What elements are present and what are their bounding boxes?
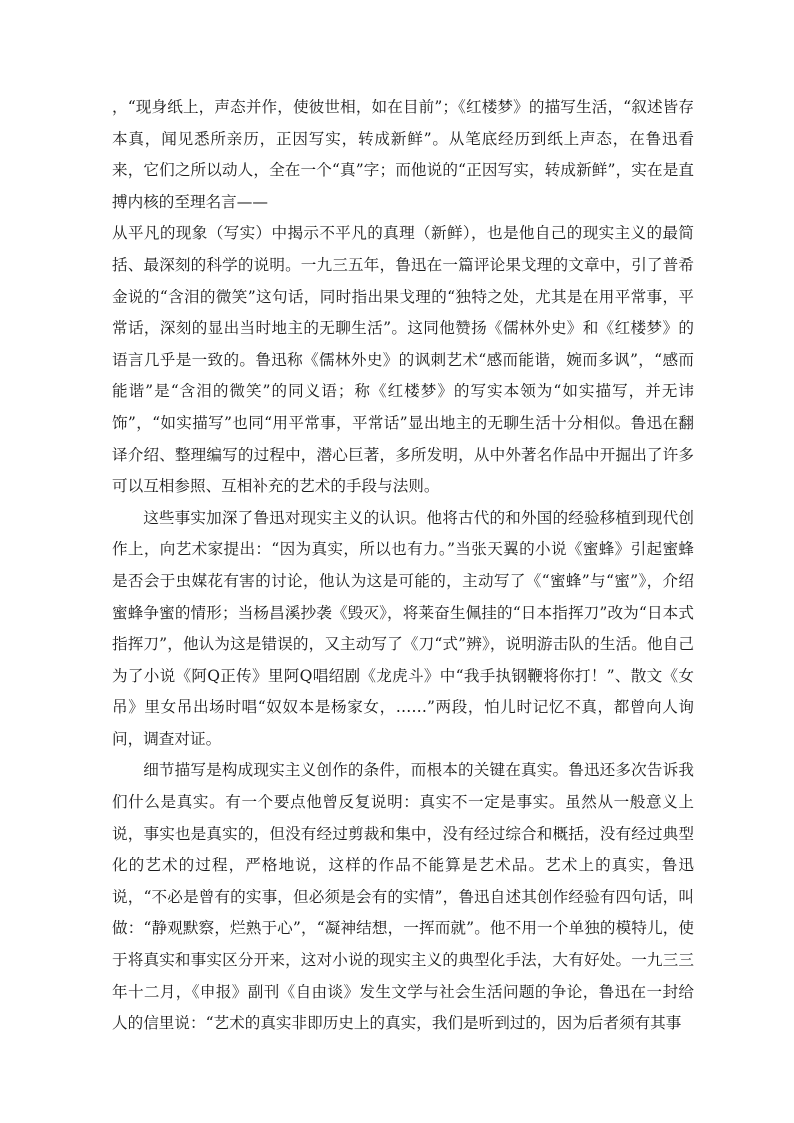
paragraph-3: 这些事实加深了鲁迅对现实主义的认识。他将古代的和外国的经验移植到现代创作上，向艺术家提出：“因为真实，所以也有力。”当张天翼的小说《蜜蜂》引起蜜蜂是否会于虫媒花有害的讨论，他认为这是可能的，主动写了《“蜜蜂”与“蜜”》，介绍蜜蜂争蜜的情形；当杨昌溪抄袭《毁灭》，将莱奋生佩挂的“日本指挥刀”改为“日本式指挥刀”，他认为这是错误的，又主动写了《刀“式”辨》，说明游击队的生活。他自己为了小说《阿Q正传》里阿Q唱绍剧《龙虎斗》中“我手执钢鞭将你打！”、散文《女吊》里女吊出场时唱“奴奴本是杨家女，……”两段，怕儿时记忆不真，都曾向人询问，调查对证。 — [112, 508, 694, 748]
paragraph-4: 细节描写是构成现实主义创作的条件，而根本的关键在真实。鲁迅还多次告诉我们什么是真实。有一个要点他曾反复说明：真实不一定是事实。虽然从一般意义上说，事实也是真实的，但没有经过剪裁和集中，没有经过综合和概括，没有经过典型化的艺术的过程，严格地说，这样的作品不能算是艺术品。艺术上的真实，鲁迅说，“不必是曾有的实事，但必须是会有的实情”，鲁迅自述其创作经验有四句话，叫做：“静观默察，烂熟于心”，“凝神结想，一挥而就”。他不用一个单独的模特儿，使于将真实和事实区分开来，这对小说的现实主义的典型化手法，大有好处。一九三三年十二月，《申报》副刊《自由谈》发生文学与社会生活问题的争论，鲁迅在一封给人的信里说：“艺术的真实非即历史上的真实，我们是听到过的，因为后者须有其事 — [112, 761, 694, 1033]
paragraph-2: 从平凡的现象（写实）中揭示不平凡的真理（新鲜），也是他自己的现实主义的最简括、最深刻的科学的说明。一九三五年，鲁迅在一篇评论果戈理的文章中，引了普希金说的“含泪的微笑”这句话，同时指出果戈理的“独特之处，尤其是在用平常事，平常话，深刻的显出当时地主的无聊生活”。这同他赞扬《儒林外史》和《红楼梦》的语言几乎是一致的。鲁迅称《儒林外史》的讽刺艺术“感而能谐，婉而多讽”，“感而能谐”是“含泪的微笑”的同义语；称《红楼梦》的写实本领为“如实描写，并无讳饰”，“如实描写”也同“用平常事，平常话”显出地主的无聊生活十分相似。鲁迅在翻译介绍、整理编写的过程中，潜心巨著，多所发明，从中外著名作品中开掘出了许多可以互相参照、互相补充的艺术的手段与法则。 — [112, 224, 694, 496]
document-body — [112, 92, 694, 1040]
paragraph-1: ，“现身纸上，声态并作，使彼世相，如在目前”；《红楼梦》的描写生活，“叙述皆存本真，闻见悉所亲历，正因写实，转成新鲜”。从笔底经历到纸上声态，在鲁迅看来，它们之所以动人，全在一个“真”字；而他说的“正因写实，转成新鲜”，实在是直搏内核的至理名言—— — [112, 98, 694, 211]
